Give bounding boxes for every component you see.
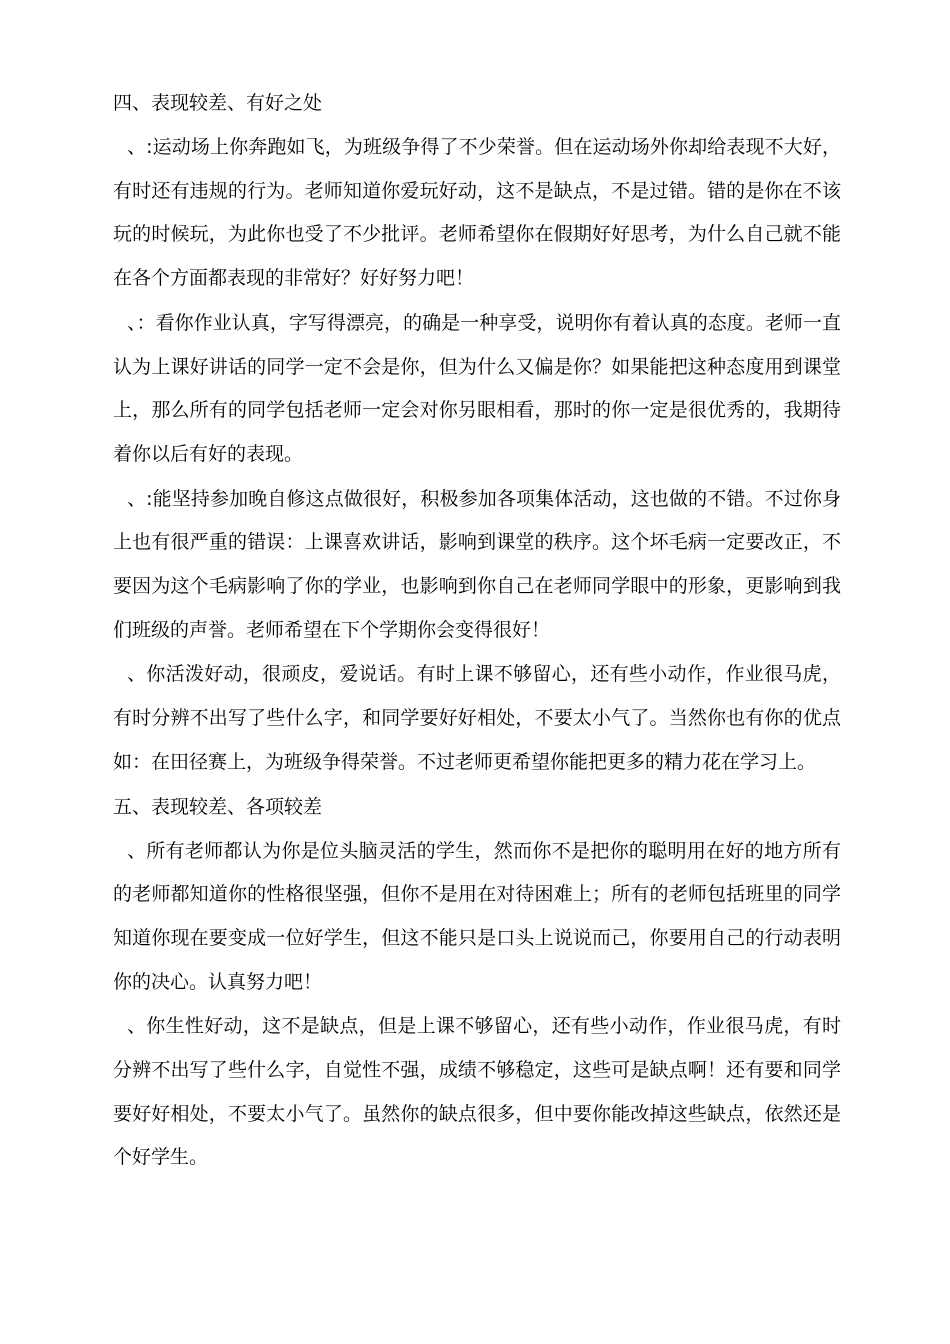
comment-paragraph: 、所有老师都认为你是位头脑灵活的学生，然而你不是把你的聪明用在好的地方所有的老师都知道你的性格很坚强，但你不是用在对待困难上；所有的老师包括班里的同学知道你现在要变成一位好学生，但这不能只是口头上说说而己，你要用自己的行动表明你的决心。认真努力吧！ (113, 839, 841, 993)
comment-paragraph: 、:运动场上你奔跑如飞，为班级争得了不少荣誉。但在运动场外你却给表现不大好，有时还有违规的行为。老师知道你爱玩好动，这不是缺点，不是过错。错的是你在不该玩的时候玩，为此你也受了不少批评。老师希望你在假期好好思考，为什么自己就不能在各个方面都表现的非常好？好好努力吧！ (113, 136, 841, 290)
section-heading-4: 四、表现较差、有好之处 (113, 92, 323, 114)
document-page (113, 82, 841, 1181)
section-heading-5: 五、表现较差、各项较差 (113, 795, 323, 818)
comment-paragraph: 、你活泼好动，很顽皮，爱说话。有时上课不够留心，还有些小动作，作业很马虎，有时分辨不出写了些什么字，和同学要好好相处，不要太小气了。当然你也有你的优点如：在田径赛上，为班级争得荣誉。不过老师更希望你能把更多的精力花在学习上。 (113, 663, 841, 773)
comment-paragraph: 、:能坚持参加晚自修这点做很好，积极参加各项集体活动，这也做的不错。不过你身上也有很严重的错误：上课喜欢讲话，影响到课堂的秩序。这个坏毛病一定要改正，不要因为这个毛病影响了你的学业，也影响到你自己在老师同学眼中的形象，更影响到我们班级的声誉。老师希望在下个学期你会变得很好！ (113, 487, 841, 641)
comment-paragraph: 、：看你作业认真，字写得漂亮，的确是一种享受，说明你有着认真的态度。老师一直认为上课好讲话的同学一定不会是你，但为什么又偏是你？如果能把这种态度用到课堂上，那么所有的同学包括老师一定会对你另眼相看，那时的你一定是很优秀的，我期待着你以后有好的表现。 (113, 311, 841, 465)
comment-paragraph: 、你生性好动，这不是缺点，但是上课不够留心，还有些小动作，作业很马虎，有时分辨不出写了些什么字，自觉性不强，成绩不够稳定，这些可是缺点啊！还有要和同学要好好相处，不要太小气了。虽然你的缺点很多，但中要你能改掉这些缺点，依然还是个好学生。 (113, 1015, 841, 1169)
